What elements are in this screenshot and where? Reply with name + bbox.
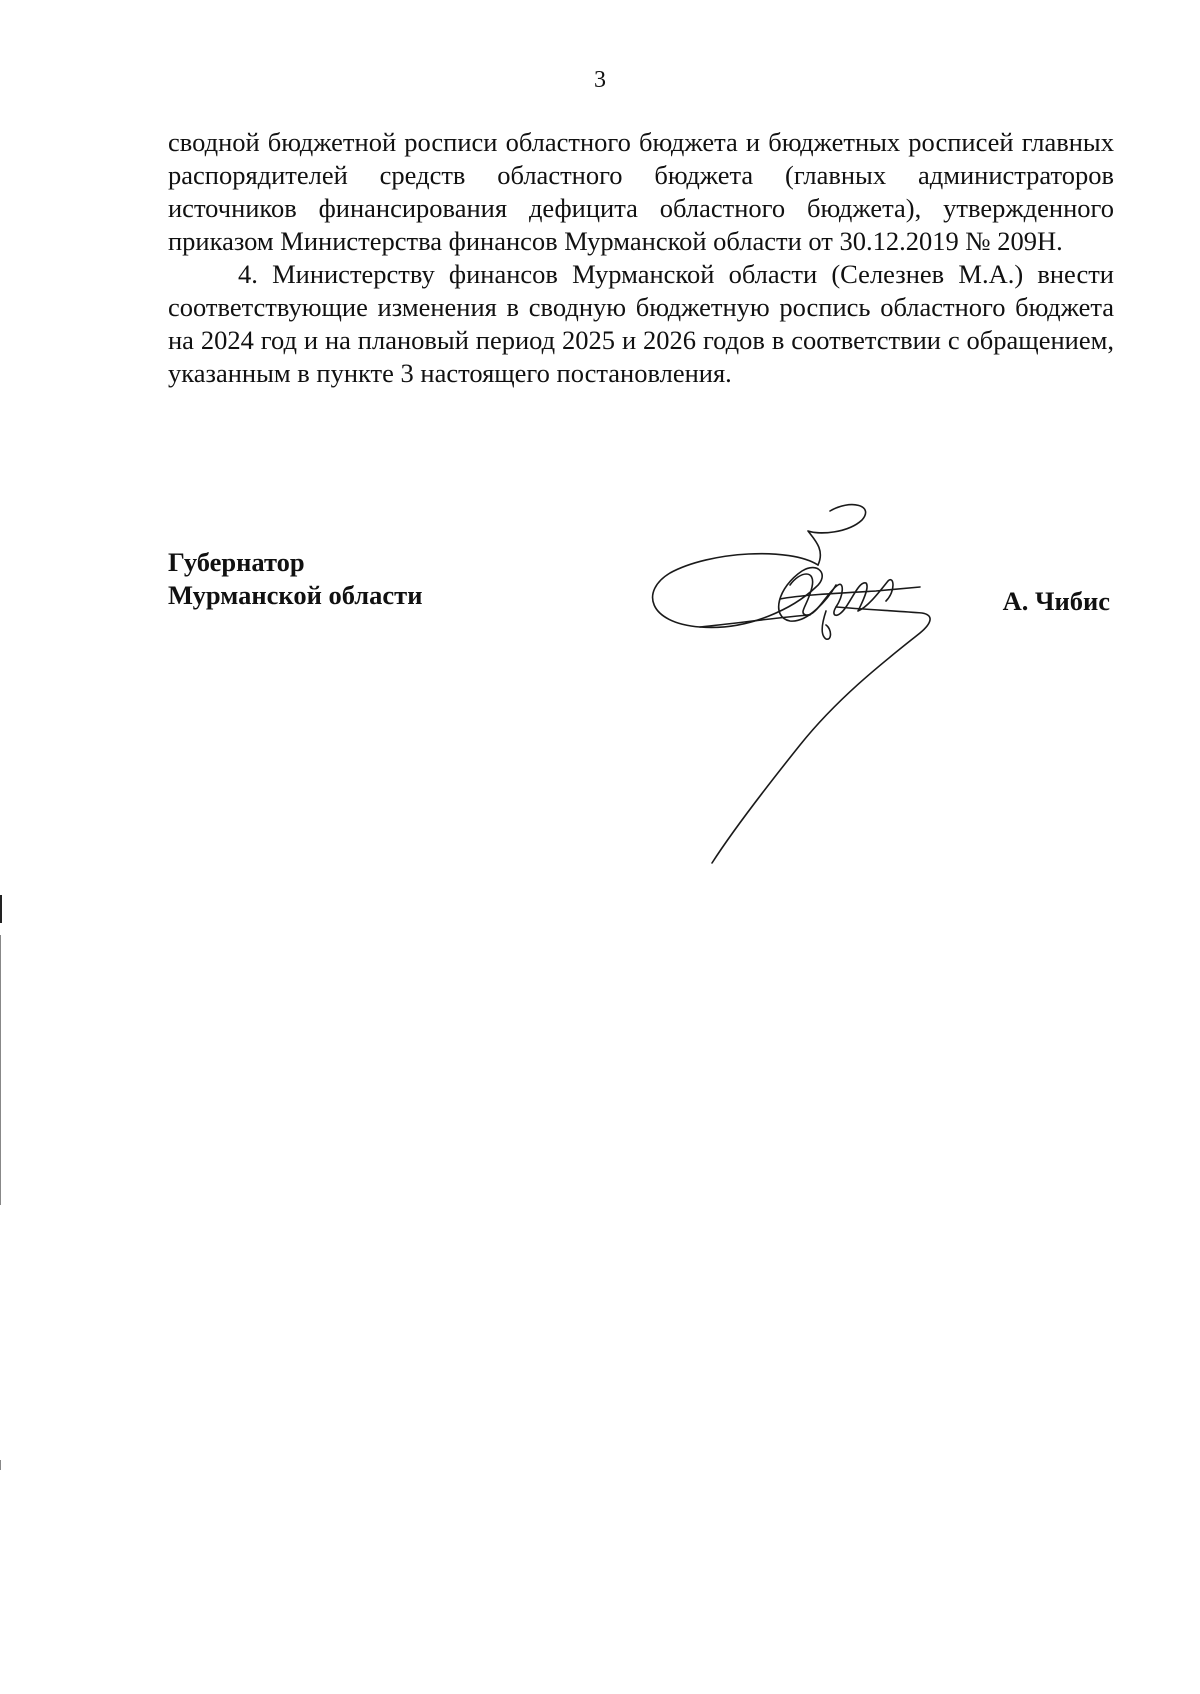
signatory-position xyxy=(168,546,422,612)
paragraph-continuation: сводной бюджетной росписи областного бюджета и бюджетных росписей главных распорядителей средств областного бюджета (главных администраторов источников финансирования дефицита областного бюджета), утвержденного приказом Министерства финансов Мурманской области от 30.12.2019 № 209Н. xyxy=(168,127,1114,256)
signer-name: А. Чибис xyxy=(1002,586,1110,616)
signatory-title: Губернатор xyxy=(168,547,305,577)
scan-edge-mark xyxy=(0,935,1,1205)
document-body xyxy=(168,126,1114,390)
paragraph-item-4: 4. Министерству финансов Мурманской области (Селезнев М.А.) внести соответствующие изменения в сводную бюджетную роспись областного бюджета на 2024 год и на плановый период 2025 и 2026 годов в соответствии с обращением, указанным в пункте 3 настоящего постановления. xyxy=(168,259,1114,388)
handwritten-signature xyxy=(640,495,970,870)
scan-edge-mark xyxy=(0,895,2,923)
scan-edge-mark xyxy=(0,1460,1,1470)
signatory-region: Мурманской области xyxy=(168,580,423,610)
page-number: 3 xyxy=(594,67,606,93)
